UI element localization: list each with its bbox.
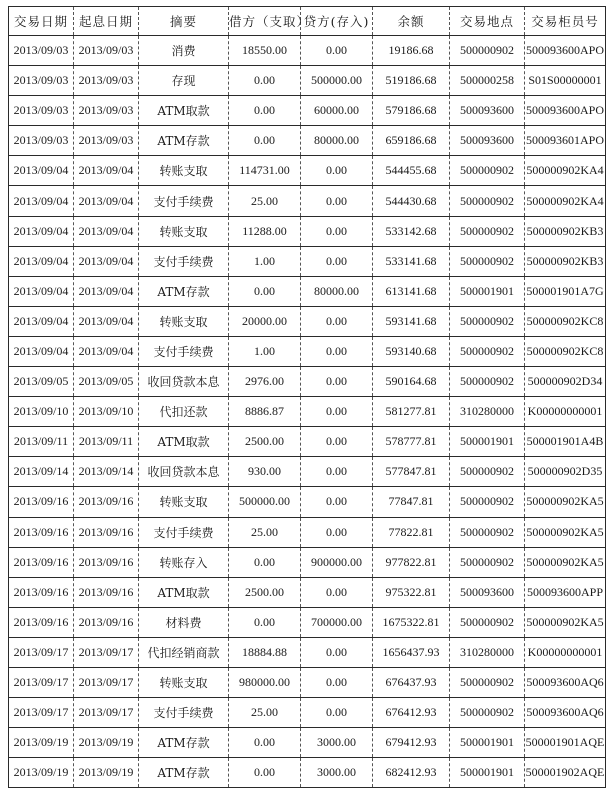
cell-balance: 544430.68 xyxy=(373,186,450,216)
cell-debit: 114731.00 xyxy=(229,156,301,186)
cell-balance: 1675322.81 xyxy=(373,607,450,637)
cell-transaction-date: 2013/09/16 xyxy=(9,547,74,577)
cell-debit: 0.00 xyxy=(229,96,301,126)
cell-balance: 577847.81 xyxy=(373,457,450,487)
cell-summary: 收回贷款本息 xyxy=(139,457,229,487)
cell-location: 500000902 xyxy=(450,547,525,577)
cell-credit: 0.00 xyxy=(301,367,373,397)
cell-location: 500001901 xyxy=(450,276,525,306)
cell-value-date: 2013/09/04 xyxy=(74,246,139,276)
cell-debit: 0.00 xyxy=(229,547,301,577)
cell-teller-id: 500000902KB3 xyxy=(525,246,606,276)
cell-location: 310280000 xyxy=(450,637,525,667)
cell-transaction-date: 2013/09/04 xyxy=(9,336,74,366)
cell-teller-id: 500093600AQ6 xyxy=(525,667,606,697)
cell-transaction-date: 2013/09/17 xyxy=(9,698,74,728)
cell-summary: 代扣经销商款 xyxy=(139,637,229,667)
cell-location: 500001901 xyxy=(450,758,525,788)
cell-debit: 2976.00 xyxy=(229,367,301,397)
col-header-transaction-date: 交易日期 xyxy=(9,7,74,36)
cell-value-date: 2013/09/16 xyxy=(74,517,139,547)
table-row xyxy=(9,577,606,607)
cell-balance: 613141.68 xyxy=(373,276,450,306)
cell-teller-id: 500000902D35 xyxy=(525,457,606,487)
cell-debit: 20000.00 xyxy=(229,306,301,336)
cell-debit: 1.00 xyxy=(229,336,301,366)
cell-value-date: 2013/09/19 xyxy=(74,728,139,758)
cell-teller-id: 500000902KA5 xyxy=(525,517,606,547)
cell-teller-id: 500093600APP xyxy=(525,577,606,607)
cell-value-date: 2013/09/19 xyxy=(74,758,139,788)
cell-value-date: 2013/09/14 xyxy=(74,457,139,487)
cell-summary: 代扣还款 xyxy=(139,397,229,427)
cell-teller-id: 500001901AQE xyxy=(525,728,606,758)
cell-credit: 0.00 xyxy=(301,637,373,667)
cell-value-date: 2013/09/11 xyxy=(74,427,139,457)
cell-summary: 材料费 xyxy=(139,607,229,637)
cell-transaction-date: 2013/09/04 xyxy=(9,186,74,216)
cell-credit: 0.00 xyxy=(301,457,373,487)
cell-summary: ATM存款 xyxy=(139,728,229,758)
table-row xyxy=(9,547,606,577)
cell-transaction-date: 2013/09/03 xyxy=(9,66,74,96)
cell-debit: 0.00 xyxy=(229,66,301,96)
cell-debit: 25.00 xyxy=(229,186,301,216)
cell-value-date: 2013/09/03 xyxy=(74,66,139,96)
table-row xyxy=(9,607,606,637)
cell-credit: 0.00 xyxy=(301,517,373,547)
cell-debit: 980000.00 xyxy=(229,667,301,697)
cell-transaction-date: 2013/09/04 xyxy=(9,216,74,246)
cell-teller-id: 500000902D34 xyxy=(525,367,606,397)
cell-value-date: 2013/09/17 xyxy=(74,637,139,667)
cell-location: 310280000 xyxy=(450,397,525,427)
cell-value-date: 2013/09/03 xyxy=(74,36,139,66)
cell-balance: 590164.68 xyxy=(373,367,450,397)
cell-location: 500000902 xyxy=(450,607,525,637)
cell-value-date: 2013/09/16 xyxy=(74,607,139,637)
cell-location: 500000902 xyxy=(450,336,525,366)
cell-teller-id: 500000902KA5 xyxy=(525,607,606,637)
cell-teller-id: 500000902KC8 xyxy=(525,306,606,336)
cell-balance: 533142.68 xyxy=(373,216,450,246)
cell-teller-id: 500000902KA5 xyxy=(525,487,606,517)
cell-value-date: 2013/09/10 xyxy=(74,397,139,427)
cell-credit: 0.00 xyxy=(301,397,373,427)
cell-summary: ATM取款 xyxy=(139,427,229,457)
table-row xyxy=(9,758,606,788)
cell-location: 500001901 xyxy=(450,427,525,457)
table-row xyxy=(9,728,606,758)
table-row xyxy=(9,66,606,96)
col-header-teller-id: 交易柜员号 xyxy=(525,7,606,36)
cell-transaction-date: 2013/09/16 xyxy=(9,577,74,607)
cell-debit: 25.00 xyxy=(229,698,301,728)
cell-transaction-date: 2013/09/11 xyxy=(9,427,74,457)
cell-value-date: 2013/09/16 xyxy=(74,487,139,517)
cell-summary: ATM取款 xyxy=(139,577,229,607)
cell-location: 500000902 xyxy=(450,487,525,517)
cell-value-date: 2013/09/16 xyxy=(74,547,139,577)
col-header-credit: 贷方(存入) xyxy=(301,7,373,36)
col-header-summary: 摘要 xyxy=(139,7,229,36)
cell-summary: ATM存款 xyxy=(139,758,229,788)
transaction-table xyxy=(8,6,606,788)
cell-value-date: 2013/09/17 xyxy=(74,667,139,697)
cell-balance: 679412.93 xyxy=(373,728,450,758)
cell-value-date: 2013/09/03 xyxy=(74,126,139,156)
cell-summary: 转账支取 xyxy=(139,306,229,336)
cell-location: 500000258 xyxy=(450,66,525,96)
cell-teller-id: 500093600AQ6 xyxy=(525,698,606,728)
cell-value-date: 2013/09/04 xyxy=(74,186,139,216)
cell-credit: 0.00 xyxy=(301,427,373,457)
cell-teller-id: 500000902KC8 xyxy=(525,336,606,366)
cell-summary: 收回贷款本息 xyxy=(139,367,229,397)
cell-transaction-date: 2013/09/03 xyxy=(9,96,74,126)
table-row xyxy=(9,36,606,66)
cell-debit: 0.00 xyxy=(229,276,301,306)
cell-credit: 3000.00 xyxy=(301,758,373,788)
table-row xyxy=(9,487,606,517)
cell-debit: 0.00 xyxy=(229,758,301,788)
cell-value-date: 2013/09/03 xyxy=(74,96,139,126)
cell-summary: 转账存入 xyxy=(139,547,229,577)
cell-debit: 500000.00 xyxy=(229,487,301,517)
cell-summary: 转账支取 xyxy=(139,487,229,517)
cell-location: 500000902 xyxy=(450,246,525,276)
cell-credit: 500000.00 xyxy=(301,66,373,96)
cell-debit: 25.00 xyxy=(229,517,301,547)
table-row xyxy=(9,637,606,667)
cell-location: 500000902 xyxy=(450,306,525,336)
cell-value-date: 2013/09/04 xyxy=(74,276,139,306)
table-row xyxy=(9,367,606,397)
cell-credit: 0.00 xyxy=(301,216,373,246)
cell-teller-id: 500000902KB3 xyxy=(525,216,606,246)
cell-credit: 0.00 xyxy=(301,577,373,607)
cell-teller-id: 500001901A4B xyxy=(525,427,606,457)
cell-balance: 77847.81 xyxy=(373,487,450,517)
cell-summary: 转账支取 xyxy=(139,667,229,697)
cell-summary: 支付手续费 xyxy=(139,336,229,366)
cell-balance: 593141.68 xyxy=(373,306,450,336)
cell-balance: 581277.81 xyxy=(373,397,450,427)
cell-summary: 消费 xyxy=(139,36,229,66)
cell-summary: 支付手续费 xyxy=(139,186,229,216)
cell-location: 500001901 xyxy=(450,728,525,758)
table-row xyxy=(9,427,606,457)
cell-credit: 0.00 xyxy=(301,698,373,728)
cell-debit: 18884.88 xyxy=(229,637,301,667)
cell-debit: 2500.00 xyxy=(229,427,301,457)
cell-balance: 676437.93 xyxy=(373,667,450,697)
table-row xyxy=(9,276,606,306)
cell-credit: 0.00 xyxy=(301,487,373,517)
table-row xyxy=(9,698,606,728)
cell-summary: 存现 xyxy=(139,66,229,96)
cell-teller-id: 500001901A7G xyxy=(525,276,606,306)
table-row xyxy=(9,216,606,246)
cell-transaction-date: 2013/09/05 xyxy=(9,367,74,397)
col-header-balance: 余额 xyxy=(373,7,450,36)
cell-location: 500000902 xyxy=(450,457,525,487)
cell-summary: 支付手续费 xyxy=(139,698,229,728)
table-row xyxy=(9,96,606,126)
cell-credit: 0.00 xyxy=(301,306,373,336)
cell-value-date: 2013/09/04 xyxy=(74,156,139,186)
cell-balance: 533141.68 xyxy=(373,246,450,276)
col-header-location: 交易地点 xyxy=(450,7,525,36)
cell-location: 500000902 xyxy=(450,667,525,697)
cell-balance: 77822.81 xyxy=(373,517,450,547)
cell-balance: 544455.68 xyxy=(373,156,450,186)
cell-credit: 700000.00 xyxy=(301,607,373,637)
table-row xyxy=(9,457,606,487)
cell-credit: 80000.00 xyxy=(301,276,373,306)
cell-location: 500000902 xyxy=(450,367,525,397)
cell-credit: 0.00 xyxy=(301,667,373,697)
cell-value-date: 2013/09/04 xyxy=(74,306,139,336)
cell-debit: 8886.87 xyxy=(229,397,301,427)
cell-summary: 支付手续费 xyxy=(139,246,229,276)
transaction-rows xyxy=(9,36,606,788)
col-header-debit: 借方（支取） xyxy=(229,7,301,36)
cell-teller-id: 500093601APO xyxy=(525,126,606,156)
cell-location: 500000902 xyxy=(450,156,525,186)
table-row xyxy=(9,306,606,336)
bank-statement xyxy=(8,6,605,788)
cell-value-date: 2013/09/05 xyxy=(74,367,139,397)
cell-summary: ATM存款 xyxy=(139,276,229,306)
table-row xyxy=(9,517,606,547)
cell-debit: 1.00 xyxy=(229,246,301,276)
cell-balance: 676412.93 xyxy=(373,698,450,728)
cell-transaction-date: 2013/09/04 xyxy=(9,306,74,336)
cell-credit: 60000.00 xyxy=(301,96,373,126)
cell-balance: 19186.68 xyxy=(373,36,450,66)
cell-transaction-date: 2013/09/04 xyxy=(9,156,74,186)
cell-teller-id: 500000902KA5 xyxy=(525,547,606,577)
header-row xyxy=(9,7,606,36)
cell-summary: 支付手续费 xyxy=(139,517,229,547)
cell-balance: 659186.68 xyxy=(373,126,450,156)
table-row xyxy=(9,246,606,276)
cell-teller-id: 500001902AQE xyxy=(525,758,606,788)
cell-transaction-date: 2013/09/17 xyxy=(9,637,74,667)
cell-debit: 0.00 xyxy=(229,126,301,156)
cell-credit: 0.00 xyxy=(301,156,373,186)
cell-transaction-date: 2013/09/03 xyxy=(9,36,74,66)
cell-location: 500000902 xyxy=(450,186,525,216)
cell-teller-id: 500000902KA4 xyxy=(525,186,606,216)
cell-transaction-date: 2013/09/16 xyxy=(9,607,74,637)
cell-teller-id: 500000902KA4 xyxy=(525,156,606,186)
cell-transaction-date: 2013/09/04 xyxy=(9,246,74,276)
cell-value-date: 2013/09/04 xyxy=(74,336,139,366)
cell-value-date: 2013/09/04 xyxy=(74,216,139,246)
cell-debit: 930.00 xyxy=(229,457,301,487)
cell-transaction-date: 2013/09/19 xyxy=(9,758,74,788)
cell-credit: 3000.00 xyxy=(301,728,373,758)
cell-transaction-date: 2013/09/19 xyxy=(9,728,74,758)
cell-balance: 519186.68 xyxy=(373,66,450,96)
table-row xyxy=(9,336,606,366)
cell-location: 500000902 xyxy=(450,216,525,246)
cell-teller-id: K00000000001 xyxy=(525,637,606,667)
cell-location: 500000902 xyxy=(450,698,525,728)
cell-teller-id: 500093600APO xyxy=(525,96,606,126)
cell-credit: 0.00 xyxy=(301,336,373,366)
cell-debit: 2500.00 xyxy=(229,577,301,607)
cell-transaction-date: 2013/09/03 xyxy=(9,126,74,156)
cell-teller-id: 500093600APO xyxy=(525,36,606,66)
cell-summary: 转账支取 xyxy=(139,216,229,246)
cell-credit: 80000.00 xyxy=(301,126,373,156)
cell-credit: 0.00 xyxy=(301,246,373,276)
cell-teller-id: S01S00000001 xyxy=(525,66,606,96)
cell-location: 500093600 xyxy=(450,126,525,156)
cell-transaction-date: 2013/09/16 xyxy=(9,517,74,547)
cell-debit: 0.00 xyxy=(229,728,301,758)
cell-location: 500000902 xyxy=(450,36,525,66)
cell-value-date: 2013/09/17 xyxy=(74,698,139,728)
cell-balance: 578777.81 xyxy=(373,427,450,457)
cell-credit: 900000.00 xyxy=(301,547,373,577)
cell-credit: 0.00 xyxy=(301,186,373,216)
cell-debit: 11288.00 xyxy=(229,216,301,246)
cell-transaction-date: 2013/09/14 xyxy=(9,457,74,487)
cell-balance: 1656437.93 xyxy=(373,637,450,667)
cell-transaction-date: 2013/09/04 xyxy=(9,276,74,306)
cell-value-date: 2013/09/16 xyxy=(74,577,139,607)
cell-balance: 975322.81 xyxy=(373,577,450,607)
table-row xyxy=(9,186,606,216)
cell-teller-id: K00000000001 xyxy=(525,397,606,427)
table-row xyxy=(9,156,606,186)
cell-debit: 0.00 xyxy=(229,607,301,637)
cell-location: 500093600 xyxy=(450,96,525,126)
table-row xyxy=(9,126,606,156)
cell-debit: 18550.00 xyxy=(229,36,301,66)
cell-balance: 593140.68 xyxy=(373,336,450,366)
table-row xyxy=(9,397,606,427)
cell-balance: 579186.68 xyxy=(373,96,450,126)
cell-transaction-date: 2013/09/16 xyxy=(9,487,74,517)
cell-balance: 682412.93 xyxy=(373,758,450,788)
cell-transaction-date: 2013/09/10 xyxy=(9,397,74,427)
col-header-value-date: 起息日期 xyxy=(74,7,139,36)
cell-balance: 977822.81 xyxy=(373,547,450,577)
cell-credit: 0.00 xyxy=(301,36,373,66)
cell-summary: 转账支取 xyxy=(139,156,229,186)
table-row xyxy=(9,667,606,697)
cell-transaction-date: 2013/09/17 xyxy=(9,667,74,697)
cell-summary: ATM存款 xyxy=(139,126,229,156)
cell-location: 500000902 xyxy=(450,517,525,547)
cell-location: 500093600 xyxy=(450,577,525,607)
cell-summary: ATM取款 xyxy=(139,96,229,126)
